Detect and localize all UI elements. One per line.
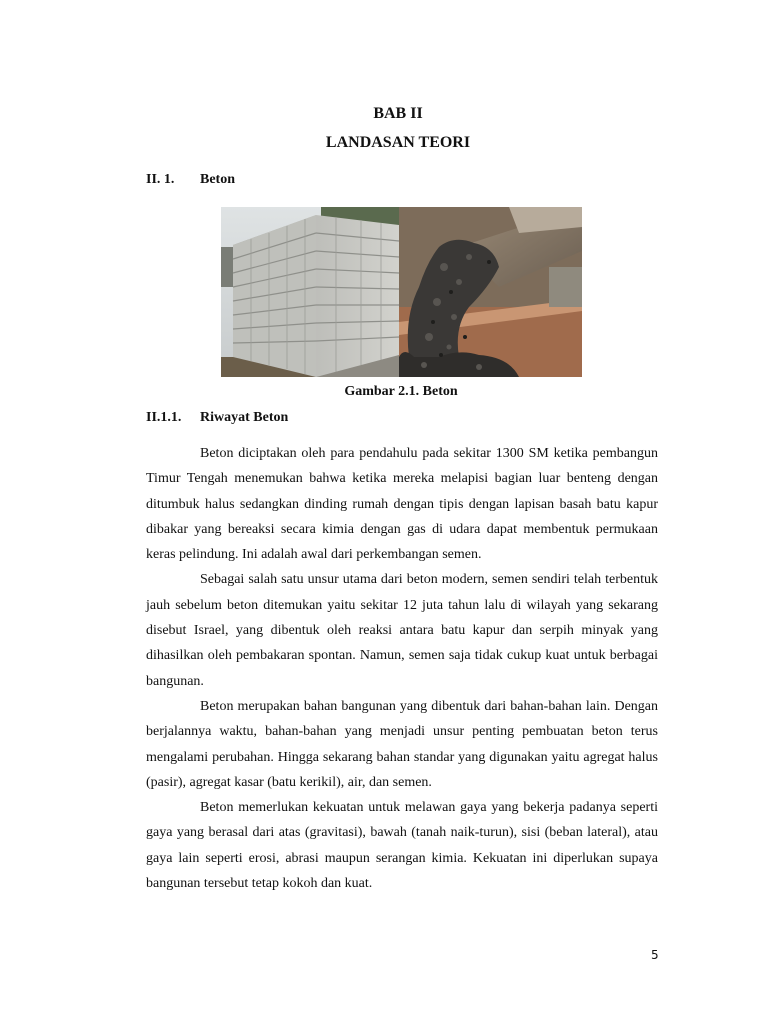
subsection-title: Riwayat Beton [200, 410, 289, 425]
figure-beton [221, 207, 582, 377]
precast-concrete-beams-image [221, 207, 399, 377]
figure-caption: Gambar 2.1. Beton [344, 384, 458, 399]
chapter-title: LANDASAN TEORI [325, 134, 471, 151]
body-text [146, 441, 658, 896]
section-title: Beton [200, 172, 235, 187]
pouring-concrete-image [399, 207, 582, 377]
section-number: II. 1. [146, 172, 175, 187]
paragraph: Beton diciptakan oleh para pendahulu pada sekitar 1300 SM ketika pembangun Timur Tengah menemukan bahwa ketika mereka melapisi bagian luar benteng dengan ditumbuk halus sedangkan dinding rumah dengan tipis dengan lapisan basah batu kapur dibakar yang bereaksi secara kimia dengan gas di udara dapat membentuk permukaan keras pelindung. Ini adalah awal dari perkembangan semen. [146, 446, 658, 563]
subsection-heading [146, 410, 288, 426]
chapter-label: BAB II [373, 105, 423, 122]
subsection-number: II.1.1. [146, 410, 182, 425]
paragraph: Sebagai salah satu unsur utama dari beton modern, semen sendiri telah terbentuk jauh sebelum beton ditemukan yaitu sekitar 12 juta tahun lalu di wilayah yang sekarang disebut Israel, yang dibentuk oleh reaksi antara batu kapur dan serpih minyak yang dihasilkan oleh pembakaran spontan. Namun, semen saja tidak cukup kuat untuk berbagai bangunan. [146, 572, 658, 689]
section-heading [146, 172, 235, 188]
page-number: 5 [651, 948, 659, 962]
paragraph: Beton merupakan bahan bangunan yang dibentuk dari bahan-bahan lain. Dengan berjalannya waktu, bahan-bahan yang menjadi unsur penting pembuatan beton terus mengalami perubahan. Hingga sekarang bahan standar yang digunakan yaitu agregat halus (pasir), agregat kasar (batu kerikil), air, dan semen. [146, 698, 658, 790]
paragraph: Beton memerlukan kekuatan untuk melawan gaya yang bekerja padanya seperti gaya yang berasal dari atas (gravitasi), bawah (tanah naik-turun), sisi (beban lateral), atau gaya lain seperti erosi, abrasi maupun serangan kimia. Kekuatan ini diperlukan supaya bangunan tersebut tetap kokoh dan kuat. [146, 800, 658, 892]
